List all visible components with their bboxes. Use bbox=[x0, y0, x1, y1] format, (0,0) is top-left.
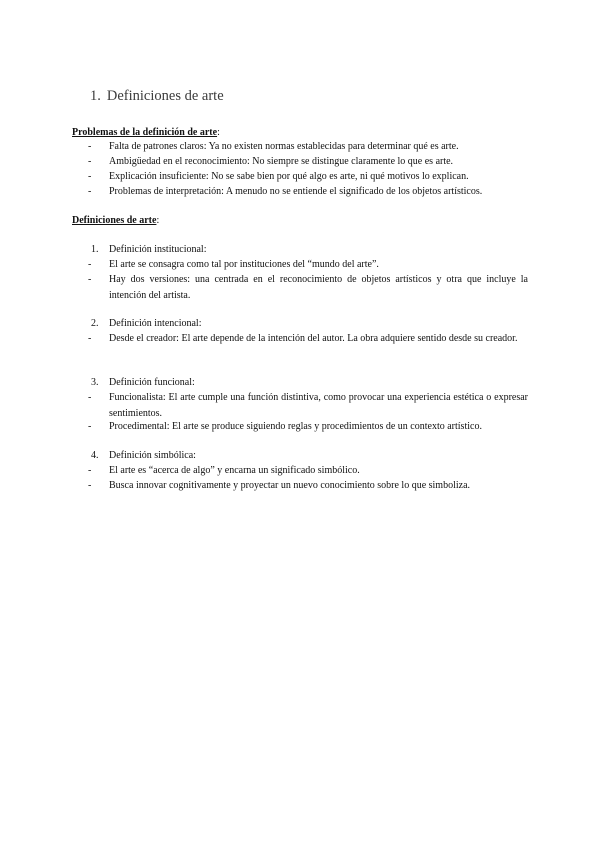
definitions-label-colon: : bbox=[156, 215, 160, 226]
problems-label-text: Problemas de la definición de arte bbox=[72, 127, 218, 138]
section-heading bbox=[90, 88, 224, 105]
definition-item-text: El arte se consagra como tal por instituciones del “mundo del arte”. bbox=[109, 259, 379, 270]
definition-group-title bbox=[88, 375, 528, 391]
definition-item-text: Desde el creador: El arte depende de la intención del autor. La obra adquiere sentido desde su creador. bbox=[109, 333, 518, 344]
problem-item bbox=[88, 169, 528, 185]
definition-item-text: Hay dos versiones: una centrada en el reconocimiento de objetos artísticos y otra que incluye la intención del artista. bbox=[109, 274, 528, 301]
list-dash: - bbox=[88, 274, 92, 285]
list-dash: - bbox=[88, 421, 92, 432]
definitions-label bbox=[72, 214, 159, 228]
definition-item bbox=[88, 390, 528, 421]
definitions-label-text: Definiciones de arte bbox=[72, 215, 157, 226]
problem-item-text: Explicación insuficiente: No se sabe bien por qué algo es arte, ni qué motivos lo explican. bbox=[109, 171, 469, 182]
problem-item-text: Problemas de interpretación: A menudo no se entiende el significado de los objetos artísticos. bbox=[109, 186, 483, 197]
definition-group-number: 3. bbox=[91, 377, 99, 388]
definition-item bbox=[88, 331, 528, 347]
definition-group-title bbox=[88, 448, 528, 464]
section-title: Definiciones de arte bbox=[106, 88, 224, 104]
definition-item bbox=[88, 419, 528, 435]
definition-group-number: 2. bbox=[91, 318, 99, 329]
definition-group-number: 1. bbox=[91, 244, 99, 255]
problem-item bbox=[88, 139, 528, 155]
definition-group-title bbox=[88, 242, 528, 258]
definition-group-title-text: Definición intencional: bbox=[109, 318, 202, 329]
problem-item bbox=[88, 154, 528, 170]
problem-item bbox=[88, 184, 528, 200]
problems-label-colon: : bbox=[217, 127, 220, 138]
definition-group-number: 4. bbox=[91, 450, 99, 461]
definition-group-title-text: Definición funcional: bbox=[109, 377, 195, 388]
definition-item-text: Procedimental: El arte se produce siguiendo reglas y procedimientos de un contexto artístico. bbox=[109, 421, 482, 432]
list-dash: - bbox=[88, 141, 92, 152]
definition-group-title bbox=[88, 316, 528, 332]
definition-item bbox=[88, 478, 528, 494]
problems-label bbox=[72, 126, 220, 140]
definition-item bbox=[88, 257, 528, 273]
definition-item-text: Funcionalista: El arte cumple una función distintiva, como provocar una experiencia estética o expresar sentimientos. bbox=[109, 392, 528, 419]
definition-group-title-text: Definición institucional: bbox=[109, 244, 207, 255]
list-dash: - bbox=[88, 259, 92, 270]
definition-item bbox=[88, 272, 528, 303]
list-dash: - bbox=[88, 186, 92, 197]
problem-item-text: Falta de patrones claros: Ya no existen normas establecidas para determinar qué es arte. bbox=[109, 141, 459, 152]
definition-group-title-text: Definición simbólica: bbox=[109, 450, 196, 461]
definition-item-text: El arte es “acerca de algo” y encarna un significado simbólico. bbox=[109, 465, 360, 476]
list-dash: - bbox=[88, 156, 92, 167]
problem-item-text: Ambigüedad en el reconocimiento: No siempre se distingue claramente lo que es arte. bbox=[109, 156, 454, 167]
list-dash: - bbox=[88, 333, 92, 344]
section-number: 1. bbox=[90, 88, 101, 104]
list-dash: - bbox=[88, 465, 92, 476]
definition-item bbox=[88, 463, 528, 479]
list-dash: - bbox=[88, 480, 92, 491]
definition-item-text: Busca innovar cognitivamente y proyectar un nuevo conocimiento sobre lo que simboliza. bbox=[109, 480, 471, 491]
list-dash: - bbox=[88, 392, 92, 403]
list-dash: - bbox=[88, 171, 92, 182]
